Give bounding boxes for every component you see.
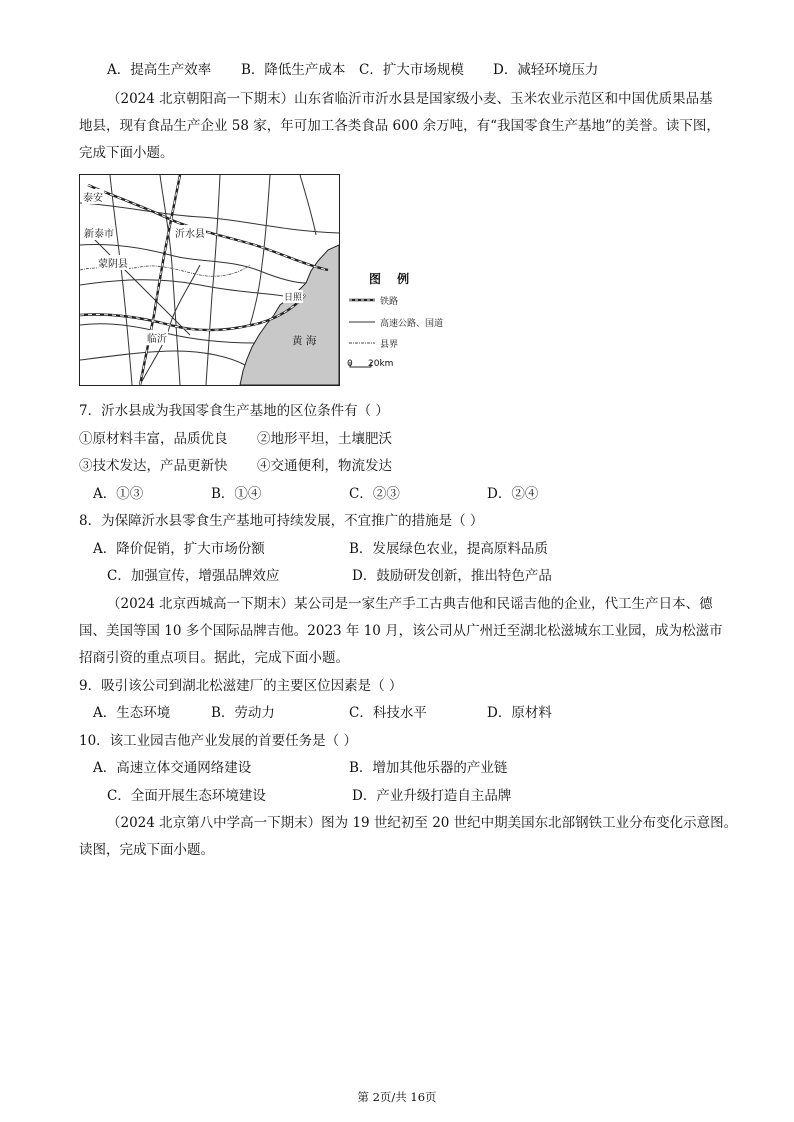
intro2-line3: 招商引资的重点项目。据此，完成下面小题。 <box>79 650 349 666</box>
q9-option-d: D．原材料 <box>487 705 552 721</box>
prev-option-d: D．减轻环境压力 <box>493 62 599 78</box>
prev-option-b: B．降低生产成本 <box>241 62 346 78</box>
label-linyi: 临沂 <box>146 330 168 345</box>
map-svg <box>80 175 339 385</box>
q7-option-b: B．①④ <box>211 486 262 502</box>
q8-option-a: A．降价促销，扩大市场份额 <box>93 541 265 557</box>
q10-option-a: A．高速立体交通网络建设 <box>93 760 252 776</box>
q7-stem: 7．沂水县成为我国零食生产基地的区位条件有（ ） <box>79 403 389 419</box>
yellow-sea-area <box>240 245 339 385</box>
q10-option-b: B．增加其他乐器的产业链 <box>349 760 508 776</box>
q7-option-d: D．②④ <box>487 486 539 502</box>
scale-value: 20km <box>368 359 394 369</box>
page-number: 第 2页/共 16页 <box>357 1090 437 1104</box>
intro3-line1: （2024 北京第八中学高一下期末）图为 19 世纪初至 20 世纪中期美国东北部钢铁工业分布变化示意图。 <box>107 815 738 831</box>
q9-stem: 9．吸引该公司到湖北松滋建厂的主要区位因素是（ ） <box>79 678 403 694</box>
q7-option-a: A．①③ <box>93 486 144 502</box>
yishui-map <box>79 174 340 386</box>
q7-item1: ①原材料丰富，品质优良 <box>79 431 228 447</box>
prev-option-c: C．扩大市场规模 <box>359 62 464 78</box>
intro1-line3: 完成下面小题。 <box>79 145 174 161</box>
label-mengyin: 蒙阴县 <box>97 255 129 270</box>
q7-item2: ②地形平坦，土壤肥沃 <box>257 431 392 447</box>
scale-zero: 0 <box>347 359 353 369</box>
q10-stem: 10．该工业园吉他产业发展的首要任务是（ ） <box>79 733 357 749</box>
q7-item3: ③技术发达，产品更新快 <box>79 458 228 474</box>
q8-option-c: C．加强宣传，增强品牌效应 <box>107 568 280 584</box>
q7-item4: ④交通便利，物流发达 <box>257 458 392 474</box>
legend-highway: 高速公路、国道 <box>380 319 444 329</box>
q8-option-d: D．鼓励研发创新，推出特色产品 <box>352 568 552 584</box>
q9-option-a: A．生态环境 <box>93 705 171 721</box>
q10-option-c: C．全面开展生态环境建设 <box>107 788 266 804</box>
intro2-line1: （2024 北京西城高一下期末）某公司是一家生产手工古典吉他和民谣吉他的企业，代工生产日本、德 <box>107 596 713 612</box>
legend-symbols <box>349 294 377 364</box>
q10-option-d: D．产业升级打造自主品牌 <box>352 788 512 804</box>
intro1-line1: （2024 北京朝阳高一下期末）山东省临沂市沂水县是国家级小麦、玉米农业示范区和中国优质果品基 <box>107 91 713 107</box>
label-rizhao: 日照 <box>283 290 303 303</box>
q9-option-c: C．科技水平 <box>349 705 427 721</box>
q8-stem: 8．为保障沂水县零食生产基地可持续发展，不宜推广的措施是（ ） <box>79 513 484 529</box>
legend-county-border: 县界 <box>380 340 399 350</box>
q7-option-c: C．②③ <box>349 486 400 502</box>
intro2-line2: 国、美国等国 10 多个国际品牌吉他。2023 年 10 月，该公司从广州迁至湖北松滋城东工业园，成为松滋市 <box>79 623 723 639</box>
q9-option-b: B．劳动力 <box>211 705 275 721</box>
label-taian: 泰安 <box>82 189 104 204</box>
label-huanghai: 黄 海 <box>292 335 317 347</box>
prev-option-a: A．提高生产效率 <box>107 62 212 78</box>
q8-option-b: B．发展绿色农业，提高原料品质 <box>349 541 548 557</box>
label-xintai: 新泰市 <box>83 225 115 240</box>
intro1-line2: 地县，现有食品生产企业 58 家，年可加工各类食品 600 余万吨，有“我国零食生产基地”的美誉。读下图， <box>79 118 720 134</box>
intro3-line2: 读图，完成下面小题。 <box>79 842 214 858</box>
legend-title: 图 例 <box>369 272 416 286</box>
label-yishui: 沂水县 <box>174 225 206 240</box>
legend-railway: 铁路 <box>380 297 399 307</box>
